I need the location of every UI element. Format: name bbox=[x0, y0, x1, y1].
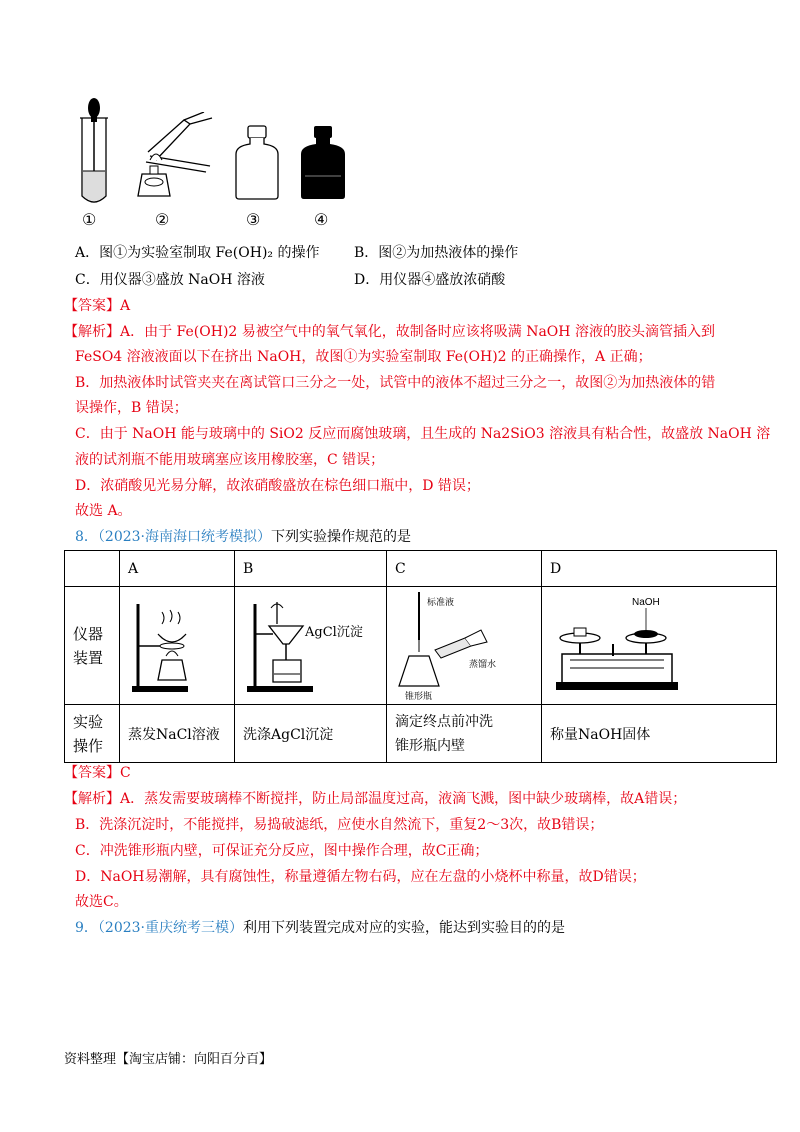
dark-bottle-figure bbox=[299, 124, 347, 200]
device-a-cell bbox=[120, 587, 235, 705]
agcl-precipitate-label: AgCl沉淀 bbox=[305, 625, 363, 640]
q8-analysis-line: D．NaOH易潮解，具有腐蚀性，称量遵循左物右码，应在左盘的小烧杯中称量，故D错误； bbox=[75, 869, 646, 885]
figure-label-4: ④ bbox=[314, 210, 329, 229]
figure-label-2: ② bbox=[155, 210, 170, 229]
figure-label-1: ① bbox=[82, 210, 97, 229]
q7-option-b: B．图②为加热液体的操作 bbox=[354, 245, 519, 261]
test-tube-dropper-figure bbox=[74, 96, 114, 208]
q9-question: 利用下列装置完成对应的实验，能达到实验目的的是 bbox=[243, 920, 566, 936]
op-c-cell bbox=[387, 705, 542, 763]
q9-number: 9． bbox=[75, 920, 98, 936]
op-c-line: 锥形瓶内壁 bbox=[395, 737, 465, 754]
figure-label-3: ③ bbox=[246, 210, 261, 229]
q7-option-a: A．图①为实验室制取 Fe(OH)₂ 的操作 bbox=[75, 245, 320, 261]
table-header-empty bbox=[65, 551, 120, 587]
balance-figure bbox=[550, 594, 680, 694]
heating-tube-figure bbox=[126, 112, 216, 208]
q8-analysis-line: C．冲洗锥形瓶内壁，可保证充分反应，图中操作合理，故C正确； bbox=[75, 843, 489, 859]
q8-question: 下列实验操作规范的是 bbox=[271, 529, 412, 545]
page-footer: 资料整理【淘宝店铺：向阳百分百】 bbox=[64, 1052, 273, 1067]
q7-analysis-line: C．由于 NaOH 能与玻璃中的 SiO2 反应而腐蚀玻璃，且生成的 Na2SiO3 溶液具有粘合性，故盛放 NaOH 溶 bbox=[75, 426, 771, 442]
device-label-line: 装置 bbox=[73, 648, 104, 667]
table-device-row bbox=[65, 587, 777, 705]
q7-option-c: C．用仪器③盛放 NaOH 溶液 bbox=[75, 272, 265, 288]
op-c-line: 滴定终点前冲洗 bbox=[395, 713, 493, 730]
table-header-a: A bbox=[120, 551, 235, 587]
op-a-cell: 蒸发NaCl溶液 bbox=[120, 705, 235, 763]
device-b-cell bbox=[235, 587, 387, 705]
device-label-line: 仪器 bbox=[73, 624, 104, 643]
white-bottle-figure bbox=[234, 124, 280, 200]
q7-analysis-line: FeSO4 溶液液面以下在挤出 NaOH，故图①为实验室制取 Fe(OH)2 的正确操作，A 正确； bbox=[75, 349, 652, 365]
table-header-b: B bbox=[235, 551, 387, 587]
q9-source: （2023·重庆统考三模） bbox=[97, 920, 244, 936]
table-header-c: C bbox=[387, 551, 542, 587]
q8-source: （2023·海南海口统考模拟） bbox=[97, 529, 272, 545]
evaporation-apparatus-figure bbox=[128, 594, 208, 694]
q7-option-d: D．用仪器④盛放浓硝酸 bbox=[354, 272, 506, 288]
table-op-row bbox=[65, 705, 777, 763]
q7-analysis-line: D．浓硝酸见光易分解，故浓硝酸盛放在棕色细口瓶中，D 错误； bbox=[75, 478, 480, 494]
q8-analysis-line: 【解析】A．蒸发需要玻璃棒不断搅拌，防止局部温度过高，液滴飞溅，图中缺少玻璃棒，故A错误； bbox=[64, 791, 687, 807]
op-row-label bbox=[65, 705, 120, 763]
q8-stem bbox=[75, 527, 411, 547]
op-b-cell: 洗涤AgCl沉淀 bbox=[235, 705, 387, 763]
q7-analysis-line: 【解析】A．由于 Fe(OH)2 易被空气中的氧气氧化，故制备时应该将吸满 NaOH 溶液的胶头滴管插入到 bbox=[64, 324, 715, 340]
q7-analysis-line: B．加热液体时试管夹夹在离试管口三分之一处，试管中的液体不超过三分之一，故图②为加热液体的错 bbox=[75, 375, 716, 391]
device-row-label bbox=[65, 587, 120, 705]
q8-number: 8． bbox=[75, 529, 98, 545]
conical-flask-label: 锥形瓶 bbox=[405, 692, 433, 702]
q8-options-table bbox=[64, 550, 777, 763]
q8-analysis-line: B．洗涤沉淀时，不能搅拌，易捣破滤纸，应使水自然流下，重复2～3次，故B错误； bbox=[75, 817, 604, 833]
device-c-cell bbox=[387, 587, 542, 705]
device-d-cell bbox=[542, 587, 777, 705]
q7-analysis-line: 液的试剂瓶不能用玻璃塞应该用橡胶塞，C 错误； bbox=[75, 452, 385, 468]
titration-apparatus-figure bbox=[395, 590, 515, 698]
q7-analysis-line: 误操作，B 错误； bbox=[75, 400, 188, 416]
q9-stem bbox=[75, 918, 565, 938]
naoh-label: NaOH bbox=[632, 597, 660, 608]
q8-analysis-line: 故选C。 bbox=[75, 894, 128, 910]
table-header-row bbox=[65, 551, 777, 587]
q8-answer: 【答案】C bbox=[64, 765, 131, 781]
op-label-line: 操作 bbox=[73, 736, 104, 755]
filtration-apparatus-figure bbox=[243, 594, 323, 694]
q7-answer: 【答案】A bbox=[64, 298, 131, 314]
op-d-cell: 称量NaOH固体 bbox=[542, 705, 777, 763]
standard-solution-label: 标准液 bbox=[427, 598, 455, 608]
table-header-d: D bbox=[542, 551, 777, 587]
op-label-line: 实验 bbox=[73, 712, 104, 731]
distilled-water-label: 蒸馏水 bbox=[469, 660, 497, 670]
q7-analysis-line: 故选 A。 bbox=[75, 503, 132, 519]
